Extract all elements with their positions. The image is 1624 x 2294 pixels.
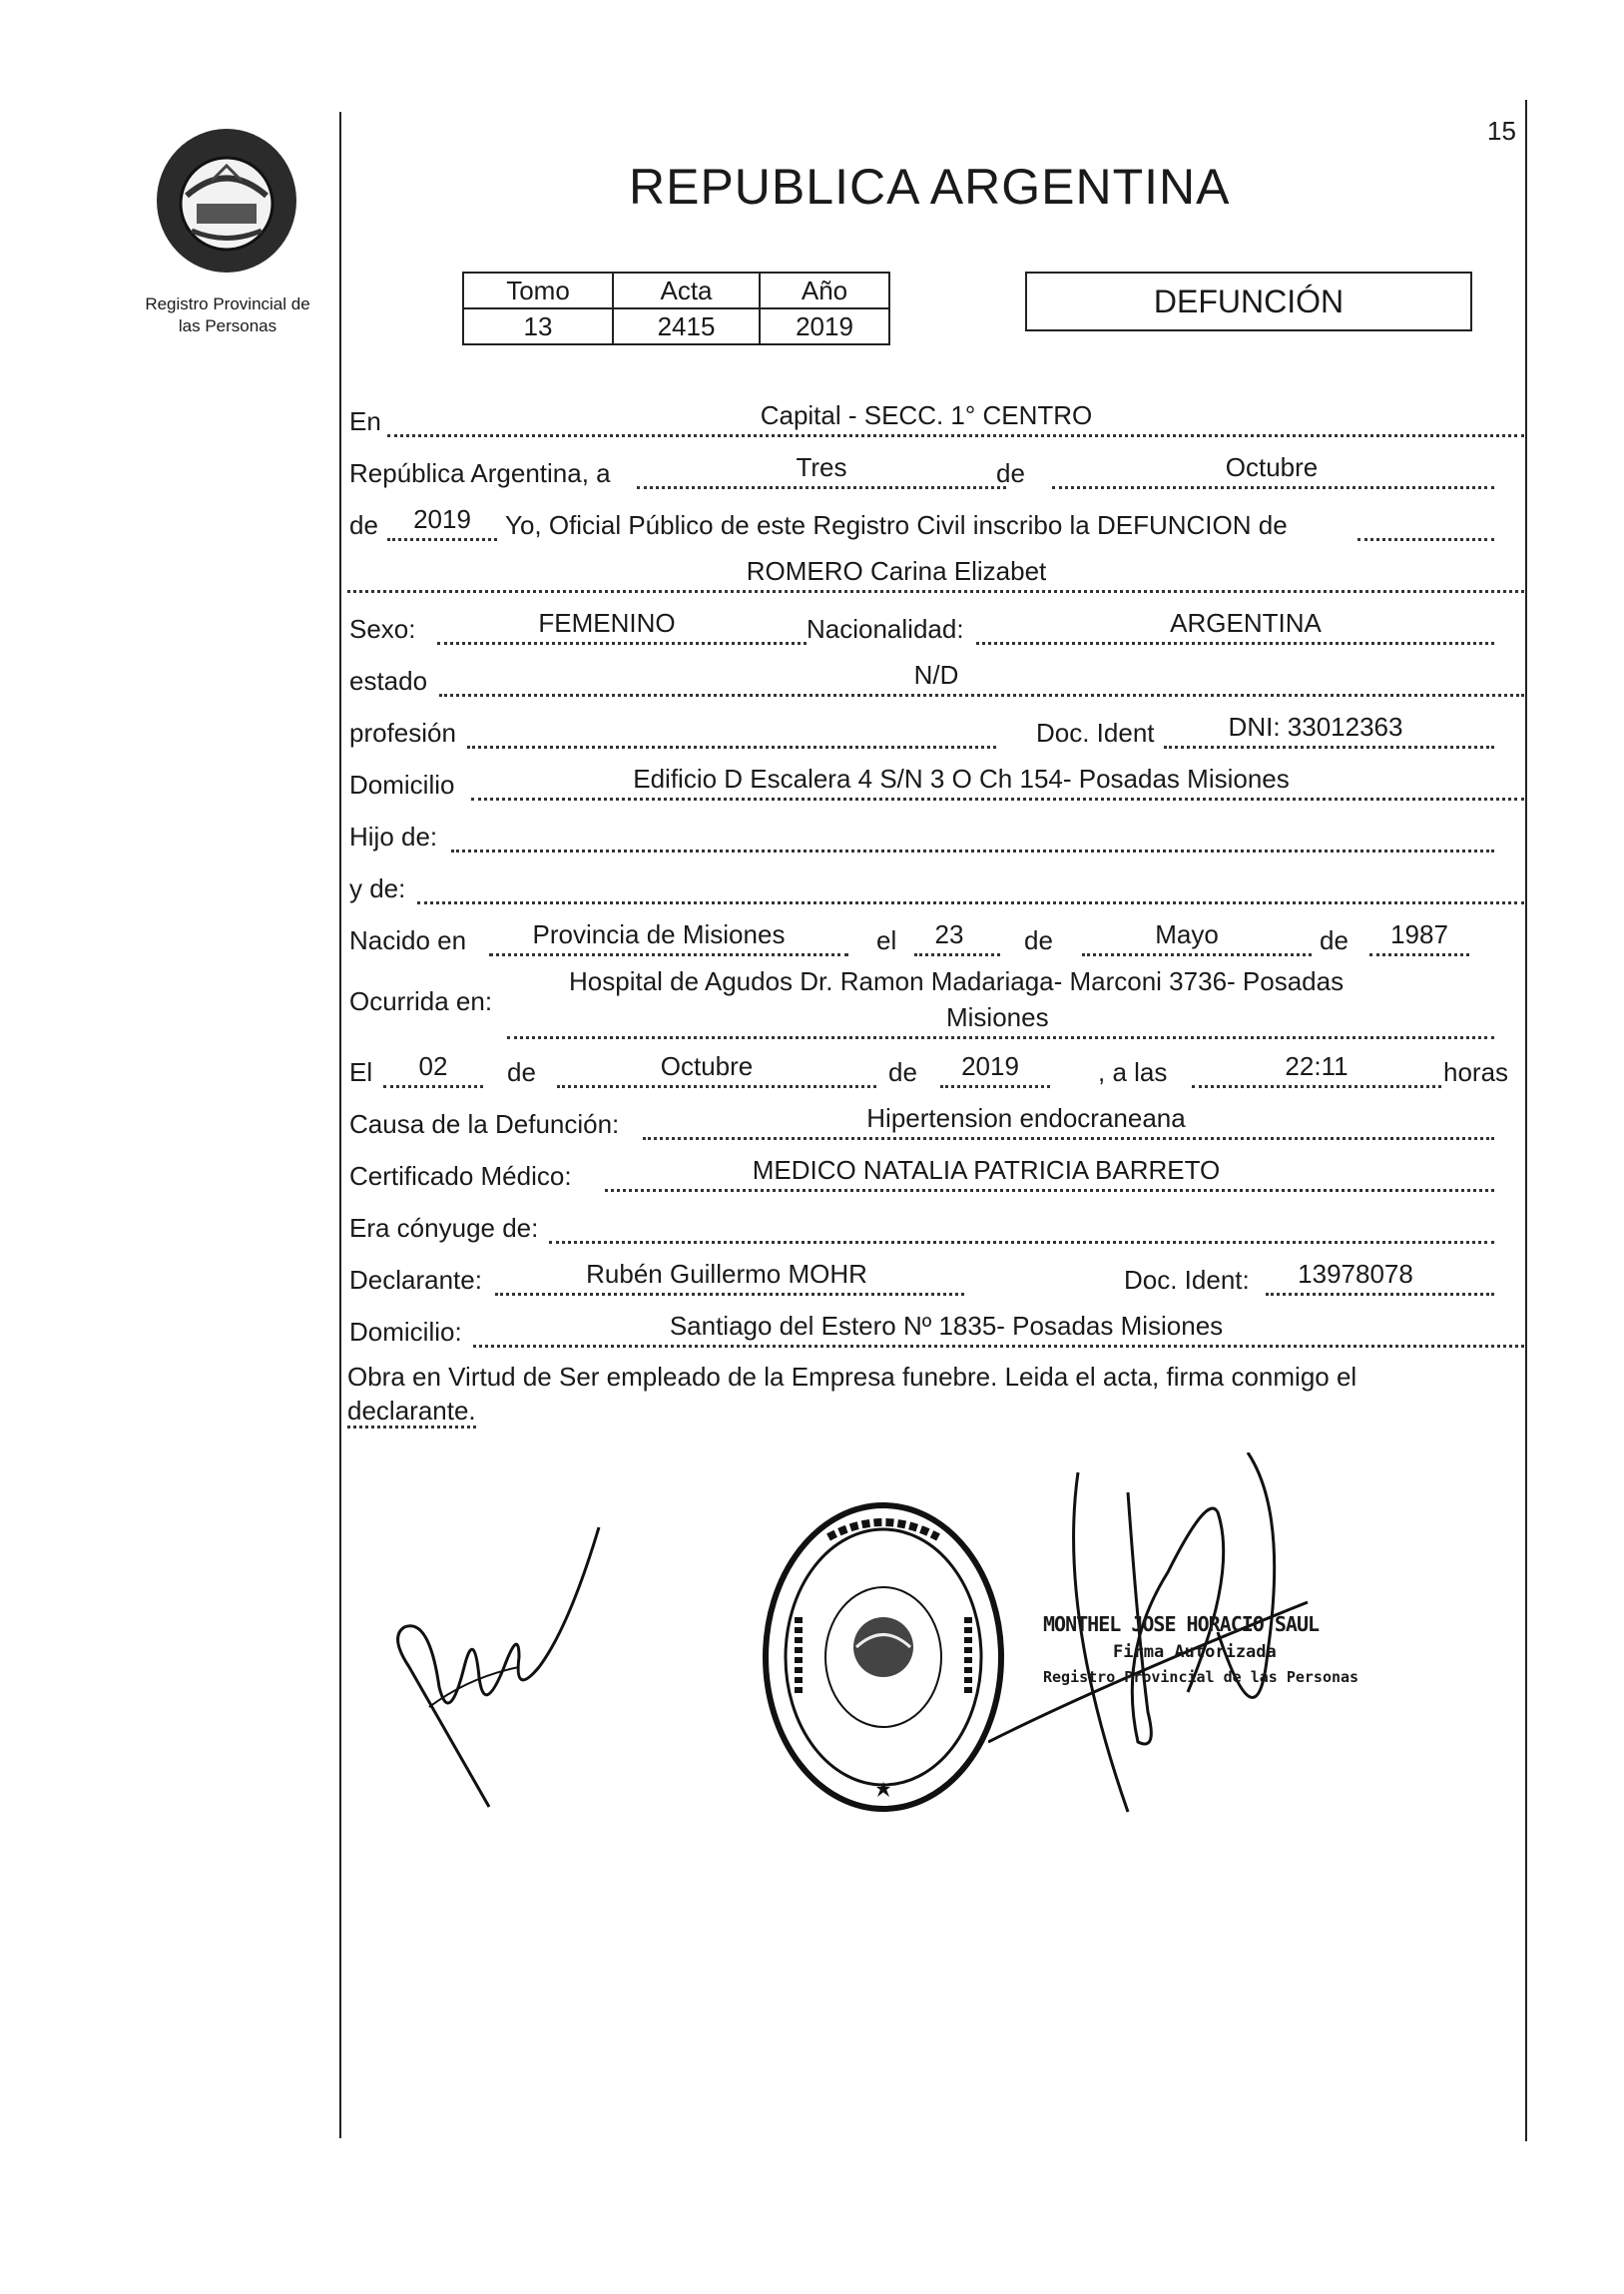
- row-hijo: [347, 815, 1524, 855]
- acta-header: Acta: [613, 273, 760, 308]
- registry-caption: [118, 293, 337, 337]
- yde-label: y de:: [349, 873, 406, 903]
- death-month: Octubre: [660, 1051, 754, 1081]
- causa-label: Causa de la Defunción:: [349, 1109, 620, 1139]
- death-time-dots: [1192, 1085, 1441, 1088]
- row-estado: [347, 659, 1524, 699]
- sexo-label: Sexo:: [349, 614, 416, 644]
- province-logo: [152, 126, 301, 276]
- row-domicilio: [347, 763, 1524, 803]
- profesion-dots: [467, 746, 996, 749]
- nacido-dots: [489, 953, 848, 956]
- certificado-dots: [605, 1189, 1494, 1192]
- doc-value: DNI: 33012363: [1228, 712, 1403, 742]
- official-block: [1043, 1612, 1362, 1686]
- death-year-dots: [940, 1085, 1050, 1088]
- declarant-signature-icon: [369, 1517, 619, 1817]
- year-de-label: de: [349, 510, 378, 540]
- registry-stamp-icon: [759, 1497, 1008, 1817]
- row-conyuge: [347, 1206, 1524, 1246]
- registry-caption-line2: las Personas: [178, 316, 277, 335]
- month-dots: [1052, 486, 1494, 489]
- declarant-signature: [369, 1517, 619, 1817]
- row-decl-domicilio: [347, 1310, 1524, 1350]
- birth-day-dots: [914, 953, 1000, 956]
- estado-label: estado: [349, 666, 428, 696]
- row-yde: [347, 866, 1524, 906]
- certificado-label: Certificado Médico:: [349, 1161, 572, 1191]
- row-declarante: [347, 1258, 1524, 1298]
- ocurrida-label: Ocurrida en:: [349, 986, 493, 1016]
- row-causa: [347, 1102, 1524, 1142]
- year-dots: [387, 538, 497, 541]
- certificado-value: MEDICO NATALIA PATRICIA BARRETO: [752, 1155, 1221, 1185]
- official-office: Registro Provincial de las Personas: [1043, 1668, 1359, 1686]
- death-month-dots: [557, 1085, 876, 1088]
- birth-de1-label: de: [1024, 925, 1053, 955]
- yde-dots: [417, 901, 1524, 904]
- profesion-label: profesión: [349, 718, 456, 748]
- death-year: 2019: [961, 1051, 1019, 1081]
- tomo-header: Tomo: [463, 273, 613, 308]
- doc-dots: [1164, 746, 1494, 749]
- day-dots: [637, 486, 1006, 489]
- official-name: MONTHEL JOSE HORACIO SAUL: [1043, 1612, 1320, 1636]
- republica-label: República Argentina, a: [349, 458, 611, 488]
- obra-line2: [347, 1394, 1525, 1428]
- row-profesion: [347, 711, 1524, 751]
- tomo-value: 13: [463, 308, 613, 344]
- obra-declarante: declarante.: [347, 1396, 476, 1429]
- deceased-name: ROMERO Carina Elizabet: [746, 556, 1047, 586]
- obra-text: [347, 1360, 1525, 1428]
- el-label: el: [876, 925, 897, 955]
- day-value: Tres: [796, 452, 847, 482]
- en-label: En: [349, 406, 381, 436]
- row-fecha: [347, 451, 1524, 491]
- decl-domicilio-dots: [473, 1345, 1524, 1348]
- right-margin-line: [1525, 100, 1527, 2141]
- ocurrida-line2: Misiones: [946, 1002, 1049, 1032]
- alas-label: , a las: [1098, 1057, 1168, 1087]
- inscribe-text: Yo, Oficial Público de este Registro Civil inscribo la DEFUNCION de: [505, 510, 1288, 540]
- birth-year: 1987: [1390, 919, 1448, 949]
- anio-value: 2019: [760, 308, 889, 344]
- record-table: [462, 272, 890, 345]
- record-type-box: DEFUNCIÓN: [1025, 272, 1472, 331]
- nacionalidad-value: ARGENTINA: [1170, 608, 1322, 638]
- official-role: Firma Autorizada: [1113, 1642, 1277, 1662]
- hijo-label: Hijo de:: [349, 822, 438, 852]
- month-value: Octubre: [1225, 452, 1319, 482]
- domicilio-value: Edificio D Escalera 4 S/N 3 O Ch 154- Posadas Misiones: [633, 764, 1290, 794]
- page-title: REPUBLICA ARGENTINA: [629, 159, 1231, 215]
- domicilio-dots: [471, 798, 1524, 801]
- declarante-value: Rubén Guillermo MOHR: [586, 1259, 867, 1289]
- fecha-de-label: de: [996, 458, 1025, 488]
- province-seal-icon: [152, 126, 301, 276]
- nacido-value: Provincia de Misiones: [532, 919, 786, 949]
- nacido-label: Nacido en: [349, 925, 467, 955]
- row-sexo: [347, 607, 1524, 647]
- row-inscribe: [347, 503, 1524, 543]
- estado-dots: [439, 694, 1524, 697]
- domicilio-label: Domicilio: [349, 770, 455, 800]
- anio-header: Año: [760, 273, 889, 308]
- birth-day: 23: [934, 919, 964, 949]
- record-header-row: [463, 273, 889, 308]
- death-de2-label: de: [888, 1057, 917, 1087]
- official-stamp: [759, 1497, 1008, 1817]
- hijo-dots: [451, 850, 1494, 853]
- year-value: 2019: [413, 504, 471, 534]
- decl-domicilio-label: Domicilio:: [349, 1317, 462, 1347]
- row-fecha-defuncion: [347, 1050, 1524, 1090]
- ocurrida-line1: Hospital de Agudos Dr. Ramon Madariaga- Marconi 3736- Posadas: [569, 966, 1345, 996]
- page-number: 15: [1487, 116, 1516, 146]
- inscribe-dots: [1357, 538, 1494, 541]
- conyuge-label: Era cónyuge de:: [349, 1213, 539, 1243]
- decl-domicilio-value: Santiago del Estero Nº 1835- Posadas Misiones: [669, 1311, 1224, 1341]
- row-certificado: [347, 1154, 1524, 1194]
- death-day: 02: [418, 1051, 448, 1081]
- row-nacido: [347, 918, 1524, 958]
- death-el-label: El: [349, 1057, 373, 1087]
- decl-doc-value: 13978078: [1298, 1259, 1413, 1289]
- birth-de2-label: de: [1320, 925, 1349, 955]
- registry-caption-line1: Registro Provincial de: [145, 294, 310, 313]
- conyuge-dots: [549, 1241, 1494, 1244]
- doc-label: Doc. Ident: [1036, 718, 1155, 748]
- birth-year-dots: [1369, 953, 1469, 956]
- birth-month: Mayo: [1155, 919, 1219, 949]
- declarante-dots: [495, 1293, 964, 1296]
- decl-doc-label: Doc. Ident:: [1124, 1265, 1250, 1295]
- sexo-value: FEMENINO: [538, 608, 676, 638]
- row-en: [347, 399, 1524, 439]
- ocurrida-dots: [507, 1036, 1494, 1039]
- death-time: 22:11: [1285, 1051, 1349, 1081]
- row-nombre: [347, 555, 1524, 595]
- en-value: Capital - SECC. 1° CENTRO: [760, 400, 1093, 430]
- row-ocurrida: [347, 962, 1524, 1040]
- birth-month-dots: [1082, 953, 1312, 956]
- decl-doc-dots: [1266, 1293, 1494, 1296]
- record-value-row: [463, 308, 889, 344]
- death-day-dots: [383, 1085, 483, 1088]
- death-de1-label: de: [507, 1057, 536, 1087]
- estado-value: N/D: [913, 660, 959, 690]
- name-dots: [347, 590, 1524, 593]
- obra-line1: Obra en Virtud de Ser empleado de la Empresa funebre. Leida el acta, firma conmigo el: [347, 1362, 1357, 1392]
- sexo-dots: [437, 642, 807, 645]
- causa-dots: [643, 1137, 1494, 1140]
- causa-value: Hipertension endocraneana: [866, 1103, 1186, 1133]
- acta-value: 2415: [613, 308, 760, 344]
- en-dots: [387, 434, 1524, 437]
- left-margin-line: [339, 112, 341, 2138]
- nacionalidad-label: Nacionalidad:: [807, 614, 964, 644]
- nacionalidad-dots: [976, 642, 1494, 645]
- horas-label: horas: [1443, 1057, 1509, 1087]
- declarante-label: Declarante:: [349, 1265, 482, 1295]
